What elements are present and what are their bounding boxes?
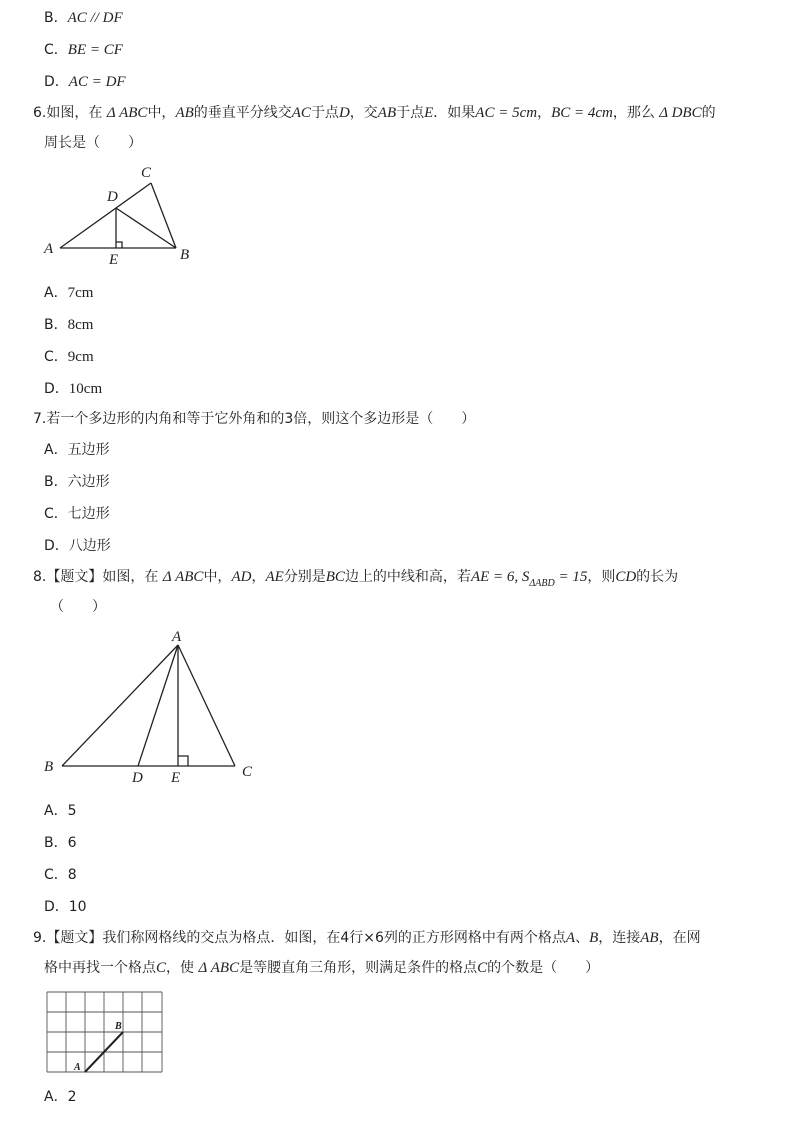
q9-text: 是等腰直角三角形，则满足条件的格点 — [239, 960, 478, 976]
q8-math: AE = 6, S — [470, 569, 530, 585]
label-e: E — [109, 252, 119, 268]
label-a: A — [74, 1062, 81, 1073]
q6-text: 中， — [147, 105, 176, 121]
segment-ac — [178, 645, 235, 766]
q6-stem-line2: 周长是（ ） — [44, 135, 142, 151]
grid-lines — [47, 992, 162, 1072]
q8-option-c: C．8 — [44, 867, 77, 883]
segment-ad — [138, 645, 178, 766]
q9-text: 、 — [575, 930, 590, 946]
q9-text: 的个数是（ ） — [487, 960, 600, 976]
q6-math: AB — [377, 105, 397, 121]
option-letter: B． — [44, 10, 68, 26]
q8-option-a: A．5 — [44, 803, 77, 819]
q9-text: ，在网 — [658, 930, 701, 946]
q8-math: AE — [265, 569, 284, 585]
q9-math: A — [565, 930, 576, 946]
option-letter: A． — [44, 285, 68, 301]
q6-text: ， — [537, 105, 552, 121]
q8-text: 8.【题文】如图，在 — [33, 569, 163, 585]
q8-option-d: D．10 — [44, 899, 87, 915]
q5-option-c — [44, 40, 123, 60]
q8-text: ， — [251, 569, 266, 585]
q9-text: ，使 — [166, 960, 199, 976]
label-d: D — [132, 770, 143, 786]
q6-math: D — [338, 105, 350, 121]
q8-figure — [40, 625, 270, 785]
label-e: E — [171, 770, 181, 786]
q6-option-b — [44, 315, 93, 335]
q7-option-b: B．六边形 — [44, 474, 110, 490]
q9-text: ，连接 — [598, 930, 641, 946]
q6-text: ，那么 — [612, 105, 660, 121]
q8-math: = 15 — [554, 569, 588, 585]
segment-ab — [62, 645, 178, 766]
label-a: A — [44, 241, 54, 257]
q8-option-b: B．6 — [44, 835, 77, 851]
q5-option-d — [44, 72, 126, 92]
option-letter: D． — [44, 381, 69, 397]
q8-math: CD — [615, 569, 637, 585]
q9-math: Δ ABC — [198, 960, 240, 976]
q9-math: C — [477, 960, 488, 976]
q6-math: E — [424, 105, 434, 121]
q6-math: AB — [175, 105, 194, 121]
q6-text: ，交 — [349, 105, 378, 121]
q7-option-c: C．七边形 — [44, 506, 110, 522]
label-b: B — [115, 1021, 122, 1032]
segment-cb — [151, 183, 176, 248]
label-b: B — [180, 247, 190, 263]
q6-option-a — [44, 283, 93, 303]
label-c: C — [141, 165, 152, 181]
right-angle-mark — [178, 756, 188, 766]
q9-stem — [33, 928, 701, 948]
q9-math: B — [589, 930, 599, 946]
q6-figure — [40, 158, 200, 268]
option-letter: D． — [44, 74, 69, 90]
option-value: 10cm — [68, 381, 103, 397]
q6-math: AC = 5cm — [475, 105, 538, 121]
q8-text: 分别是 — [283, 569, 326, 585]
q6-text: 于点 — [396, 105, 425, 121]
q6-math: Δ DBC — [659, 105, 702, 121]
q6-text: 于点 — [310, 105, 339, 121]
q9-stem-line2 — [44, 958, 599, 978]
option-math: BE = CF — [67, 42, 123, 58]
option-letter: C． — [44, 349, 68, 365]
q7-option-d: D．八边形 — [44, 538, 111, 554]
segment-ac — [60, 183, 151, 248]
q8-text: 中， — [203, 569, 232, 585]
q6-text: 的 — [701, 105, 716, 121]
q9-text: 格中再找一个格点 — [44, 960, 156, 976]
q9-grid-figure — [45, 990, 165, 1076]
q7-stem: 7.若一个多边形的内角和等于它外角和的3倍，则这个多边形是（ ） — [33, 411, 476, 427]
right-angle-mark — [116, 242, 122, 248]
q6-math: AC — [291, 105, 311, 121]
option-math: AC // DF — [67, 10, 123, 26]
q6-math: Δ ABC — [106, 105, 148, 121]
option-value: 8cm — [67, 317, 94, 333]
q8-subscript: ΔABD — [529, 578, 555, 589]
q6-option-d — [44, 379, 102, 399]
option-value: 9cm — [67, 349, 94, 365]
option-math: AC = DF — [68, 74, 126, 90]
q6-stem — [33, 103, 716, 123]
label-c: C — [242, 764, 253, 780]
q6-text: 的垂直平分线交 — [193, 105, 292, 121]
q9-text: 9.【题文】我们称网格线的交点为格点．如图，在4行×6列的正方形网格中有两个格点 — [33, 930, 566, 946]
segment-db — [116, 208, 176, 248]
q5-option-b — [44, 8, 123, 28]
q6-text: ．如果 — [433, 105, 476, 121]
q8-text: 边上的中线和高，若 — [344, 569, 471, 585]
q8-math: AD — [231, 569, 252, 585]
q7-option-a: A．五边形 — [44, 442, 110, 458]
q8-math: BC — [325, 569, 345, 585]
q9-math: AB — [640, 930, 659, 946]
q6-text: 6.如图，在 — [33, 105, 107, 121]
option-value: 7cm — [67, 285, 94, 301]
q8-math: Δ ABC — [162, 569, 204, 585]
q9-option-a: A．2 — [44, 1089, 77, 1105]
option-letter: C． — [44, 42, 68, 58]
q6-option-c — [44, 347, 94, 367]
option-letter: B． — [44, 317, 68, 333]
q8-stem — [33, 567, 678, 594]
q8-text: 的长为 — [636, 569, 679, 585]
q9-math: C — [156, 960, 167, 976]
q6-math: BC = 4cm — [551, 105, 613, 121]
label-d: D — [107, 189, 118, 205]
q8-text: ，则 — [587, 569, 616, 585]
label-b: B — [44, 759, 54, 775]
q8-stem-line2: （ ） — [50, 599, 106, 615]
label-a: A — [172, 629, 182, 645]
